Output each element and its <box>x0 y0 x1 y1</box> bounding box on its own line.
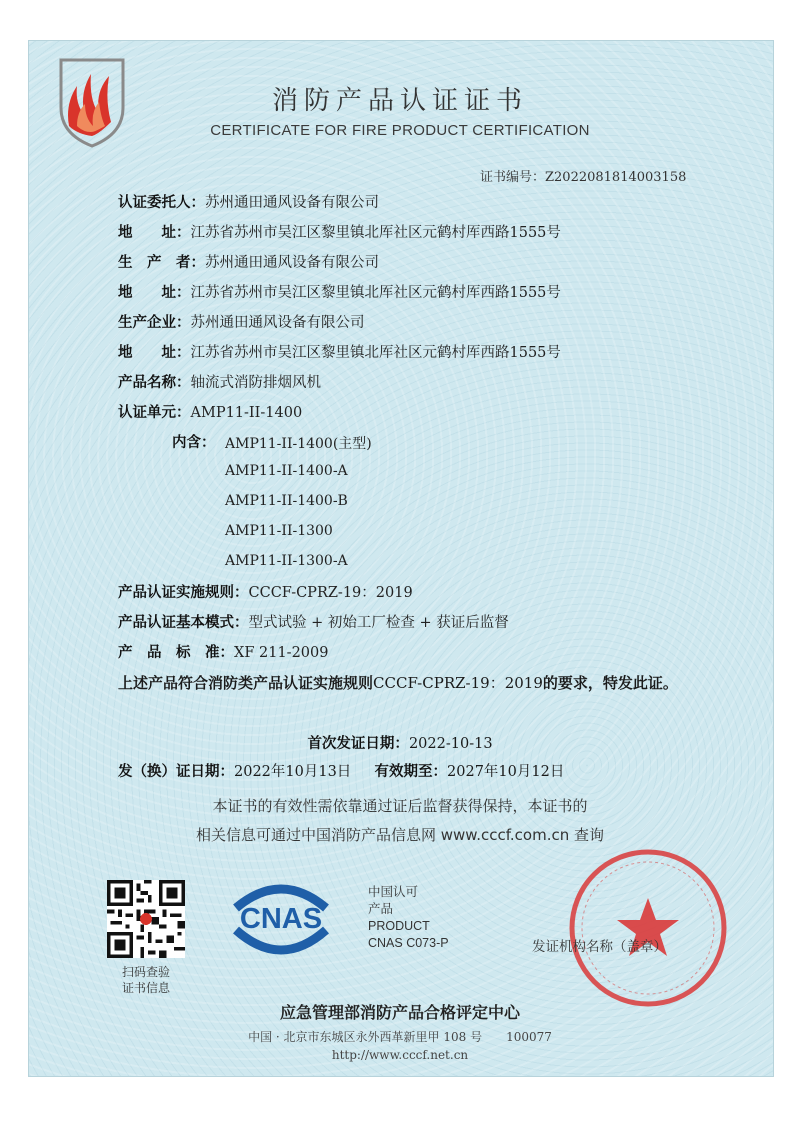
field-row-producer-address <box>118 283 561 303</box>
issue-validity-dates: 发（换）证日期：2022年10月13日 有效期至：2027年10月12日 <box>118 764 565 780</box>
cnas-logo-text: CNAS <box>239 903 323 935</box>
field-value: CCCF-CPRZ-19：2019 <box>248 585 413 601</box>
field-label: 产品认证实施规则： <box>118 585 249 601</box>
field-label: 生 产 者： <box>118 255 205 271</box>
contents-item: AMP11-II-1400-A <box>225 463 348 479</box>
conformity-statement: 上述产品符合消防类产品认证实施规则CCCF-CPRZ-19：2019的要求，特发此证。 <box>118 674 678 692</box>
first-issue-date: 首次发证日期：2022-10-13 <box>307 736 493 752</box>
certificate-title: 消防产品认证证书 <box>271 86 528 116</box>
field-value: 江苏省苏州市吴江区黎里镇北厍社区元鹤村厍西路1555号 <box>190 345 561 361</box>
field-label: 产品名称： <box>118 375 191 391</box>
cnas-logo-icon <box>222 878 340 960</box>
field-label: 产品认证基本模式： <box>118 615 249 631</box>
validity-notice-line1: 本证书的有效性需依靠通过证后监督获得保持，本证书的 <box>212 797 588 815</box>
field-row-manufacturer-address <box>118 343 561 363</box>
field-label: 地 址： <box>118 225 191 241</box>
field-label: 生产企业： <box>118 315 191 331</box>
qr-caption: 扫码查验 证书信息 <box>121 965 170 995</box>
contents-item: AMP11-II-1400-B <box>225 493 348 509</box>
field-value: 江苏省苏州市吴江区黎里镇北厍社区元鹤村厍西路1555号 <box>190 285 561 301</box>
field-label: 地 址： <box>118 285 191 301</box>
field-label: 地 址： <box>118 345 191 361</box>
contents-item: AMP11-II-1300 <box>225 523 333 539</box>
certificate-subtitle: CERTIFICATE FOR FIRE PRODUCT CERTIFICATION <box>210 122 590 139</box>
field-value: AMP11-II-1400 <box>190 405 303 421</box>
field-row-mode <box>118 613 509 633</box>
field-label: 认证单元： <box>118 405 191 421</box>
field-label: 产 品 标 准： <box>118 645 234 661</box>
field-label: 认证委托人： <box>118 195 205 211</box>
qr-code-icon[interactable] <box>107 880 185 958</box>
field-value: 苏州通田通风设备有限公司 <box>205 195 379 211</box>
contents-item: AMP11-II-1400(主型) <box>225 436 372 452</box>
organization-url[interactable]: http://www.cccf.net.cn <box>331 1048 469 1062</box>
official-seal-icon <box>566 846 730 1010</box>
field-row-manufacturer <box>118 313 365 333</box>
issuing-organization: 应急管理部消防产品合格评定中心 <box>279 1003 520 1022</box>
field-value: 江苏省苏州市吴江区黎里镇北厍社区元鹤村厍西路1555号 <box>190 225 561 241</box>
contents-label: 内含： <box>172 435 216 451</box>
field-value: XF 211-2009 <box>234 645 329 661</box>
issuer-label: 发证机构名称（盖章） <box>532 939 667 955</box>
organization-address: 中国 · 北京市东城区永外西革新里甲 108 号 100077 <box>248 1030 552 1044</box>
contents-item: AMP11-II-1300-A <box>225 553 348 569</box>
field-row-producer <box>118 253 379 273</box>
validity-notice-line2: 相关信息可通过中国消防产品信息网 www.cccf.com.cn 查询 <box>196 826 604 844</box>
field-value: 苏州通田通风设备有限公司 <box>205 255 379 271</box>
field-value: 型式试验 + 初始工厂检查 + 获证后监督 <box>248 615 509 631</box>
field-value: 苏州通田通风设备有限公司 <box>190 315 365 331</box>
field-row-client-address <box>118 223 561 243</box>
field-row-client <box>118 193 379 213</box>
field-row-standard <box>118 643 328 663</box>
field-row-rules <box>118 583 413 603</box>
field-row-product-name <box>118 373 321 393</box>
certificate-number: 证书编号：Z2022081814003158 <box>480 170 687 185</box>
field-value: 轴流式消防排烟风机 <box>190 375 321 391</box>
field-row-cert-unit <box>118 403 302 423</box>
cnas-accreditation-text: 中国认可 产品 PRODUCT CNAS C073-P <box>368 885 449 950</box>
